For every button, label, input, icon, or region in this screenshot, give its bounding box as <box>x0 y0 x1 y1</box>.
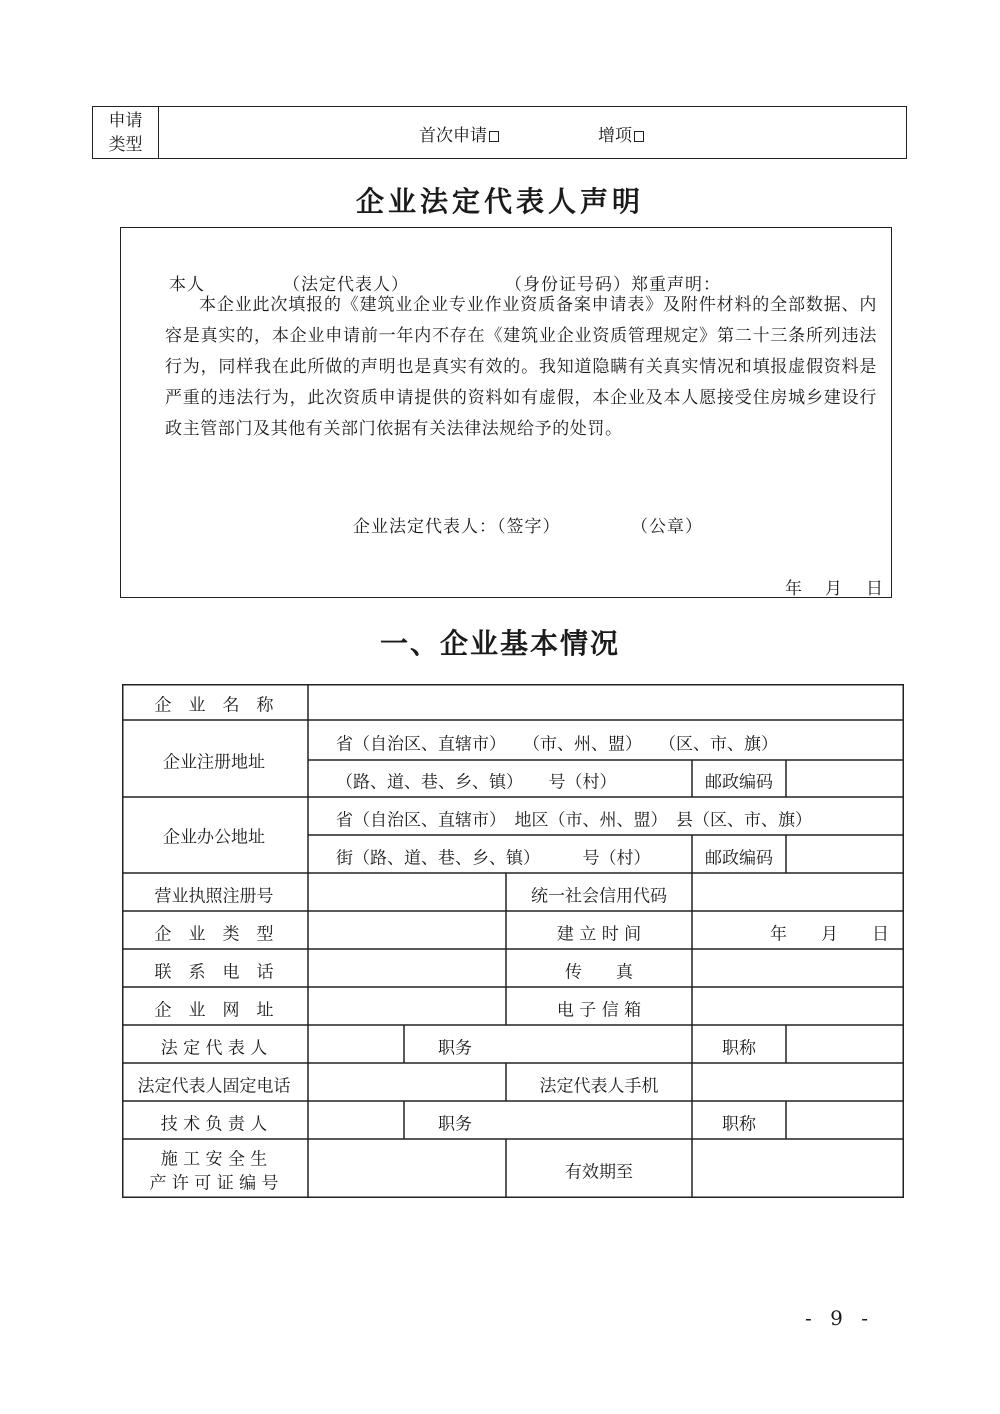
application-type-label-line2: 类型 <box>108 135 143 155</box>
legal-rep-title-label: 职称 <box>722 1038 756 1059</box>
section-title: 一、企业基本情况 <box>379 627 620 660</box>
safety-permit-label-line2: 产 许 可 证 编 号 <box>149 1173 279 1194</box>
license-no-label: 营业执照注册号 <box>154 886 274 907</box>
declaration-title: 企业法定代表人声明 <box>355 185 644 218</box>
office-address-line1: 省（自治区、直辖市） 地区（市、州、盟） 县（区、市、旗） <box>336 810 812 831</box>
date-day: 日 <box>866 579 884 599</box>
legal-rep-position-label: 职务 <box>438 1038 472 1059</box>
founded-label: 建 立 时 间 <box>556 924 642 945</box>
add-item-label: 增项 <box>598 126 632 146</box>
seal-label: （公章） <box>631 517 703 537</box>
founded-date: 年 月 日 <box>770 924 889 945</box>
legal-rep-mobile-label: 法定代表人手机 <box>539 1076 659 1097</box>
safety-permit-label-line1: 施 工 安 全 生 <box>160 1149 268 1170</box>
reg-address-label: 企业注册地址 <box>163 752 265 773</box>
legal-rep-label: 法 定 代 表 人 <box>160 1038 268 1059</box>
declaration-body: 本企业此次填报的《建筑业企业专业作业资质备案申请表》及附件材料的全部数据、内容是真实的，本企业申请前一年内不存在《建筑业企业资质管理规定》第二十三条所列违法行为，同样我在此所做的声明也是真实有效的。我知道隐瞒有关真实情况和填报虚假资料是严重的违法行为，此次资质申请提供的资料如有虚假，本企业及本人愿接受住房城乡建设行政主管部门及其他有关部门依据有关法律法规给予的处罚。 <box>165 295 877 439</box>
application-type-label <box>93 107 159 158</box>
date-month: 月 <box>825 579 843 599</box>
signature-label: 企业法定代表人：（签字） <box>353 517 561 537</box>
application-type-label-line1: 申请 <box>108 111 143 131</box>
date-year: 年 <box>785 579 803 599</box>
reg-address-line2: （路、道、巷、乡、镇） 号（村） <box>336 772 617 793</box>
phone-label: 联 系 电 话 <box>154 962 274 983</box>
reg-address-line1: 省（自治区、直辖市） （市、州、盟） （区、市、旗） <box>336 734 778 755</box>
page-number: - 9 - <box>805 1306 874 1330</box>
office-postal-code-label: 邮政编码 <box>705 848 773 869</box>
reg-postal-code-label: 邮政编码 <box>705 772 773 793</box>
company-type-label: 企 业 类 型 <box>154 924 274 945</box>
company-name-label: 企 业 名 称 <box>154 695 274 716</box>
email-label: 电 子 信 箱 <box>556 1000 642 1021</box>
valid-until-label: 有效期至 <box>565 1162 633 1183</box>
declaration-rep: （法定代表人） <box>283 275 409 295</box>
first-application-label: 首次申请 <box>419 126 487 146</box>
fax-label: 传 真 <box>565 962 633 983</box>
declaration-self: 本人 <box>169 275 205 295</box>
declaration-id: （身份证号码）郑重声明： <box>505 275 721 295</box>
website-label: 企 业 网 址 <box>154 1000 274 1021</box>
declaration-box <box>120 227 892 598</box>
first-application-option[interactable] <box>419 121 499 146</box>
application-type-box <box>92 106 907 159</box>
office-address-line2: 街（路、道、巷、乡、镇） 号（村） <box>336 848 651 869</box>
checkbox-icon[interactable] <box>634 131 644 142</box>
tech-lead-title-label: 职称 <box>722 1114 756 1135</box>
credit-code-label: 统一社会信用代码 <box>531 886 667 907</box>
legal-rep-phone-label: 法定代表人固定电话 <box>137 1076 291 1097</box>
tech-lead-label: 技 术 负 责 人 <box>160 1114 268 1135</box>
office-address-label: 企业办公地址 <box>163 827 265 848</box>
checkbox-icon[interactable] <box>489 131 499 142</box>
add-item-option[interactable] <box>598 121 644 146</box>
tech-lead-position-label: 职务 <box>438 1114 472 1135</box>
company-name-field[interactable] <box>308 686 904 720</box>
company-info-table <box>122 684 904 1198</box>
